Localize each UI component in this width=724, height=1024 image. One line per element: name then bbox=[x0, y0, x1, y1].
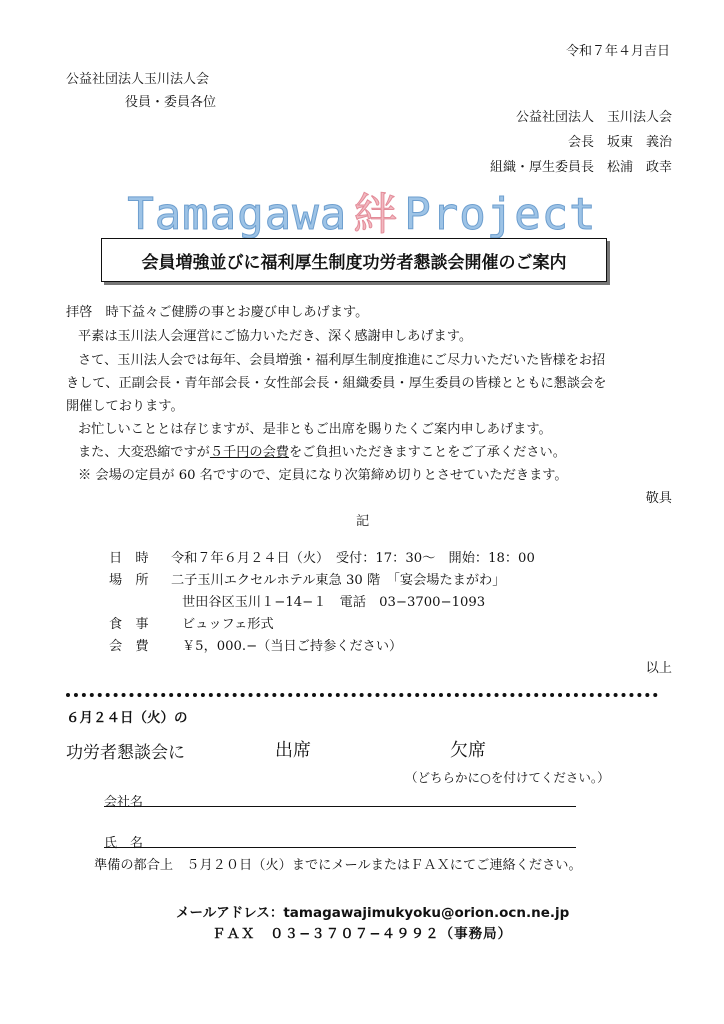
sender-committee-chair: 組織・厚生委員長 松浦 政幸 bbox=[489, 160, 672, 175]
body-line-6: お忙しいこととは存じますが、是非ともご出席を賜りたくご案内申しあげます。 bbox=[78, 422, 552, 437]
body-line-2: 平素は玉川法人会運営にご協力いただき、深く感謝申しあげます。 bbox=[78, 329, 473, 344]
place-value: 二子玉川エクセルホテル東急 30 階 「宴会場たまがわ」 bbox=[171, 573, 506, 588]
logo-kanji: 絆 bbox=[353, 189, 399, 240]
reply-date-line: ６月２４日（火）の bbox=[66, 710, 188, 726]
closing-keigu: 敬具 bbox=[645, 491, 672, 506]
place-label: 場 所 bbox=[109, 573, 149, 588]
document-title: 会員増強並びに福利厚生制度功労者懇談会開催のご案内 bbox=[141, 252, 567, 273]
meal-value: ビュッフェ形式 bbox=[182, 617, 274, 632]
body-line-8-capacity-note: ※ 会場の定員が 60 名ですので、定員になり次第締め切りとさせていただきます。 bbox=[78, 468, 568, 483]
body-line-3: さて、玉川法人会では毎年、会員増強・福利厚生制度推進にご尽力いただいた皆様をお招 bbox=[78, 353, 606, 368]
fee-label: 会 費 bbox=[109, 639, 149, 654]
reply-deadline: 準備の都合上 ５月２０日（火）までにメールまたはＦＡＸにてご連絡ください。 bbox=[94, 858, 582, 873]
project-logo bbox=[0, 178, 724, 242]
sender-organization: 公益社団法人 玉川法人会 bbox=[515, 110, 672, 125]
ki-marker: 記 bbox=[356, 514, 370, 529]
fee-value: ￥5，000.−（当日ご持参ください） bbox=[182, 639, 403, 654]
body-line-4: きして、正副会長・青年部会長・女性部会長・組織委員・厚生委員の皆様とともに懇談会を bbox=[66, 376, 607, 391]
body-line-7 bbox=[78, 441, 566, 460]
datetime-value: 令和７年６月２４日（火） 受付：17：30～ 開始：18：00 bbox=[171, 551, 535, 566]
place-address: 世田谷区玉川１−14−１ 電話 03−3700−1093 bbox=[182, 595, 486, 610]
contact-email: メールアドレス：tamagawajimukyoku@orion.ocn.ne.jp bbox=[176, 905, 570, 921]
body-line-7-post: をご負担いただきますことをご了承ください。 bbox=[289, 445, 566, 460]
person-name-field[interactable] bbox=[104, 847, 576, 848]
meal-label: 食 事 bbox=[109, 617, 149, 632]
cut-line bbox=[66, 693, 658, 697]
datetime-label: 日 時 bbox=[109, 551, 149, 566]
circle-instruction: （どちらかに○を付けてください。） bbox=[405, 770, 610, 785]
attend-option[interactable]: 出席 bbox=[275, 740, 311, 761]
logo-text-right: Project bbox=[404, 189, 597, 240]
reply-event-name: 功労者懇談会に bbox=[66, 743, 185, 763]
contact-fax: ＦＡＸ ０３−３７０７−４９９２（事務局） bbox=[212, 926, 513, 942]
body-line-7-pre: また、大変恐縮ですが bbox=[78, 445, 210, 460]
sender-president: 会長 坂東 義治 bbox=[567, 135, 672, 150]
document-date: 令和７年４月吉日 bbox=[565, 44, 670, 59]
body-line-5: 開催しております。 bbox=[66, 399, 184, 414]
absent-option[interactable]: 欠席 bbox=[450, 740, 486, 761]
company-name-label: 会社名 bbox=[104, 795, 144, 810]
ijou-end-marker: 以上 bbox=[645, 661, 672, 676]
recipient-organization: 公益社団法人玉川法人会 bbox=[66, 72, 210, 87]
body-line-1: 拝啓 時下益々ご健勝の事とお慶び申しあげます。 bbox=[66, 305, 369, 320]
company-name-field[interactable] bbox=[104, 806, 576, 807]
recipient-members: 役員・委員各位 bbox=[125, 95, 217, 110]
logo-text-left: Tamagawa bbox=[127, 189, 348, 240]
membership-fee-highlight: ５千円の会費 bbox=[209, 445, 289, 460]
person-name-label: 氏 名 bbox=[104, 836, 144, 851]
document-title-box bbox=[101, 238, 607, 282]
